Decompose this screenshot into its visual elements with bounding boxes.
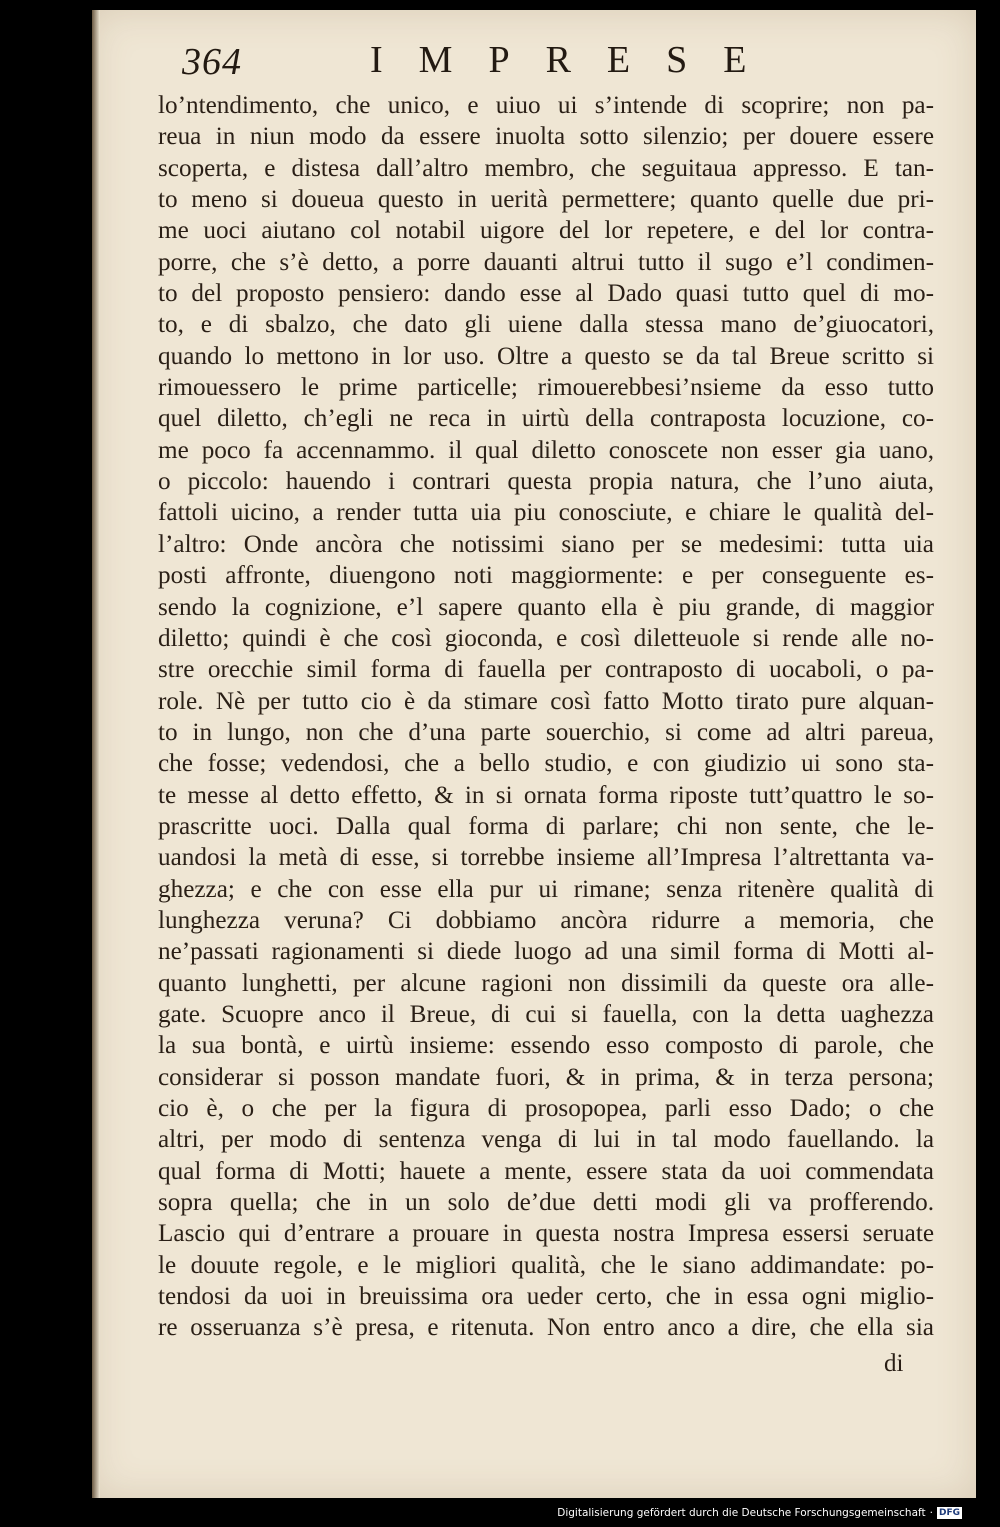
digitization-footer: Digitalisierung gefördert durch die Deutsche Forschungsgemeinschaft · DFG bbox=[557, 1507, 960, 1519]
text-line: la sua bontà, e uirtù insieme: essendo esso composto di parole, che bbox=[158, 1032, 934, 1060]
text-line: me uoci aiutano col notabil uigore del lor repetere, e del lor contra- bbox=[158, 217, 934, 245]
text-line: to, e di sbalzo, che dato gli uiene dalla stessa mano de’giuocatori, bbox=[158, 311, 934, 339]
text-line: tendosi da uoi in breuissima ora ueder certo, che in essa ogni miglio- bbox=[158, 1283, 934, 1311]
dfg-logo: DFG bbox=[938, 1508, 960, 1518]
page-header bbox=[180, 38, 940, 88]
body-text bbox=[158, 90, 934, 1344]
text-line: prascritte uoci. Dalla qual forma di parlare; chi non sente, che le- bbox=[158, 812, 934, 840]
text-line: l’altro: Onde ancòra che notissimi siano per se medesimi: tutta uia bbox=[158, 530, 934, 558]
text-line: sendo la cognizione, e’l sapere quanto ella è piu grande, di maggior bbox=[158, 593, 934, 621]
text-line: me poco fa accennammo. il qual diletto conoscete non esser gia uano, bbox=[158, 436, 934, 464]
text-line: considerar si posson mandate fuori, & in prima, & in terza persona; bbox=[158, 1063, 934, 1091]
text-line: to meno si doueua questo in uerità permettere; quanto quelle due pri- bbox=[158, 186, 934, 214]
text-line: re osseruanza s’è presa, e ritenuta. Non entro anco a dire, che ella sia bbox=[158, 1314, 934, 1342]
page-gutter-shadow bbox=[92, 10, 100, 1498]
text-line: ne’passati ragionamenti si diede luogo ad una simil forma di Motti al- bbox=[158, 938, 934, 966]
page-number: 364 bbox=[182, 41, 242, 83]
text-line: to del proposto pensiero: dando esse al Dado quasi tutto quel di mo- bbox=[158, 280, 934, 308]
text-line: te messe al detto effetto, & in si ornata forma riposte tutt’quattro le so- bbox=[158, 781, 934, 809]
text-line: diletto; quindi è che così gioconda, e così diletteuole si rende alle no- bbox=[158, 624, 934, 652]
text-line: quando lo mettono in lor uso. Oltre a questo se da tal Breue scritto si bbox=[158, 342, 934, 370]
text-line: lo’ntendimento, che unico, e uiuo ui s’intende di scoprire; non pa- bbox=[158, 92, 934, 119]
text-line: to in lungo, non che d’una parte souerchio, si come ad altri pareua, bbox=[158, 718, 934, 746]
text-line: che fosse; vedendosi, che a bello studio, e con giudizio ui sono sta- bbox=[158, 750, 934, 778]
text-line: role. Nè per tutto cio è da stimare così fatto Motto tirato pure alquan- bbox=[158, 687, 934, 715]
text-line: reua in niun modo da essere inuolta sotto silenzio; per douere essere bbox=[158, 123, 934, 151]
text-line: scoperta, e distesa dall’altro membro, che seguitaua appresso. E tan- bbox=[158, 154, 934, 182]
text-line: lunghezza veruna? Ci dobbiamo ancòra ridurre a memoria, che bbox=[158, 906, 934, 934]
text-line: quanto lunghetti, per alcune ragioni non dissimili da queste ora alle- bbox=[158, 969, 934, 997]
text-line: Lascio qui d’entrare a prouare in questa nostra Impresa essersi seruate bbox=[158, 1220, 934, 1248]
text-line: porre, che s’è detto, a porre dauanti altrui tutto il sugo e’l condimen- bbox=[158, 248, 934, 276]
text-line: cio è, o che per la figura di prosopopea, parli esso Dado; o che bbox=[158, 1095, 934, 1122]
text-line: quel diletto, ch’egli ne reca in uirtù della contraposta locuzione, co- bbox=[158, 405, 934, 433]
text-line: posti affronte, diuengono noti maggiormente: e per conseguente es- bbox=[158, 562, 934, 590]
text-line: le douute regole, e le migliori qualità, che le siano addimandate: po- bbox=[158, 1251, 934, 1279]
text-line: rimouessero le prime particelle; rimouerebbesi’nsieme da esso tutto bbox=[158, 374, 934, 402]
text-line: fattoli uicino, a render tutta uia piu conosciute, e chiare le qualità del- bbox=[158, 499, 934, 527]
funding-credit: Digitalisierung gefördert durch die Deutsche Forschungsgemeinschaft bbox=[557, 1507, 926, 1519]
text-line: gate. Scuopre anco il Breue, di cui si fauella, con la detta uaghezza bbox=[158, 1000, 934, 1028]
catchword: di bbox=[884, 1350, 904, 1377]
running-title: IMPRESE bbox=[370, 39, 783, 81]
text-line: uandosi la metà di esse, si torrebbe insieme all’Impresa l’altrettanta va- bbox=[158, 844, 934, 872]
text-line: stre orecchie simil forma di fauella per contraposto di uocaboli, o pa- bbox=[158, 656, 934, 684]
text-line: sopra quella; che in un solo de’due detti modi gli va profferendo. bbox=[158, 1189, 934, 1217]
text-line: o piccolo: hauendo i contrari questa propia natura, che l’uno aiuta, bbox=[158, 468, 934, 496]
text-line: ghezza; e che con esse ella pur ui rimane; senza ritenère qualità di bbox=[158, 875, 934, 903]
text-line: altri, per modo di sentenza venga di lui in tal modo fauellando. la bbox=[158, 1126, 934, 1154]
text-line: qual forma di Motti; hauete a mente, essere stata da uoi commendata bbox=[158, 1157, 934, 1185]
